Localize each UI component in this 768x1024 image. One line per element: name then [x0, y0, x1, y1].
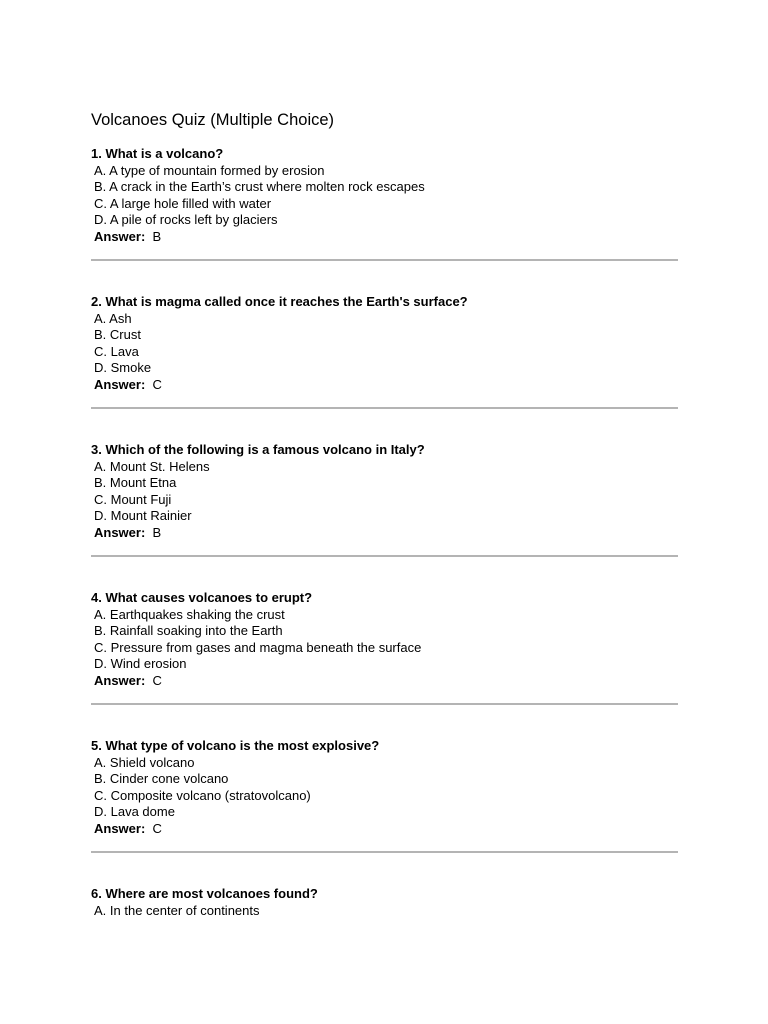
option-a: A. Mount St. Helens: [94, 458, 210, 474]
option-b: B. Crust: [94, 327, 141, 342]
option-d: D. Mount Rainier: [94, 508, 192, 523]
divider: [91, 703, 678, 705]
option-b: B. Rainfall soaking into the Earth: [94, 623, 283, 638]
option-a: A. Earthquakes shaking the crust: [94, 606, 285, 622]
answer-line: [91, 673, 681, 690]
divider: [91, 851, 678, 853]
answer-label: Answer:: [94, 228, 149, 244]
question-text: 2. What is magma called once it reaches the Earth's surface?: [91, 294, 468, 309]
answer-label: Answer:: [94, 672, 149, 688]
answer-value: C: [152, 672, 162, 688]
option-c: C. A large hole filled with water: [94, 195, 272, 211]
question-block-4: [91, 590, 681, 689]
question-text: 5. What type of volcano is the most explosive?: [91, 738, 380, 753]
option-a: A. In the center of continents: [94, 902, 260, 918]
option-d: D. Wind erosion: [94, 656, 187, 671]
question-text: 1. What is a volcano?: [91, 146, 224, 161]
answer-value: B: [152, 228, 162, 244]
divider: [91, 407, 678, 409]
answer-line: [91, 229, 681, 246]
divider: [91, 555, 678, 557]
answer-line: [91, 525, 681, 542]
option-a: A. A type of mountain formed by erosion: [94, 162, 325, 178]
option-c: C. Pressure from gases and magma beneath the surface: [94, 639, 422, 655]
option-d: D. Smoke: [94, 360, 152, 375]
question-block-2: [91, 294, 681, 393]
option-b: B. Mount Etna: [94, 475, 177, 490]
option-b: B. Cinder cone volcano: [94, 771, 229, 786]
option-c: C. Composite volcano (stratovolcano): [94, 787, 311, 803]
question-text: 4. What causes volcanoes to erupt?: [91, 590, 313, 605]
option-c: C. Mount Fuji: [94, 491, 172, 507]
answer-value: B: [152, 524, 162, 540]
option-d: D. Lava dome: [94, 804, 175, 819]
answer-label: Answer:: [94, 376, 149, 392]
answer-label: Answer:: [94, 820, 149, 836]
option-c: C. Lava: [94, 343, 139, 359]
answer-value: C: [152, 376, 162, 392]
question-block-3: [91, 442, 681, 541]
option-b: B. A crack in the Earth’s crust where molten rock escapes: [94, 179, 425, 194]
answer-line: [91, 377, 681, 394]
option-d: D. A pile of rocks left by glaciers: [94, 212, 278, 227]
page-title: Volcanoes Quiz (Multiple Choice): [91, 111, 335, 129]
question-text: 3. Which of the following is a famous volcano in Italy?: [91, 442, 425, 457]
answer-label: Answer:: [94, 524, 149, 540]
question-block-6: [91, 886, 681, 919]
answer-line: [91, 821, 681, 838]
question-text: 6. Where are most volcanoes found?: [91, 886, 318, 901]
question-block-5: [91, 738, 681, 837]
question-block-1: [91, 146, 681, 245]
answer-value: C: [152, 820, 162, 836]
option-a: A. Ash: [94, 310, 132, 326]
divider: [91, 259, 678, 261]
option-a: A. Shield volcano: [94, 754, 195, 770]
